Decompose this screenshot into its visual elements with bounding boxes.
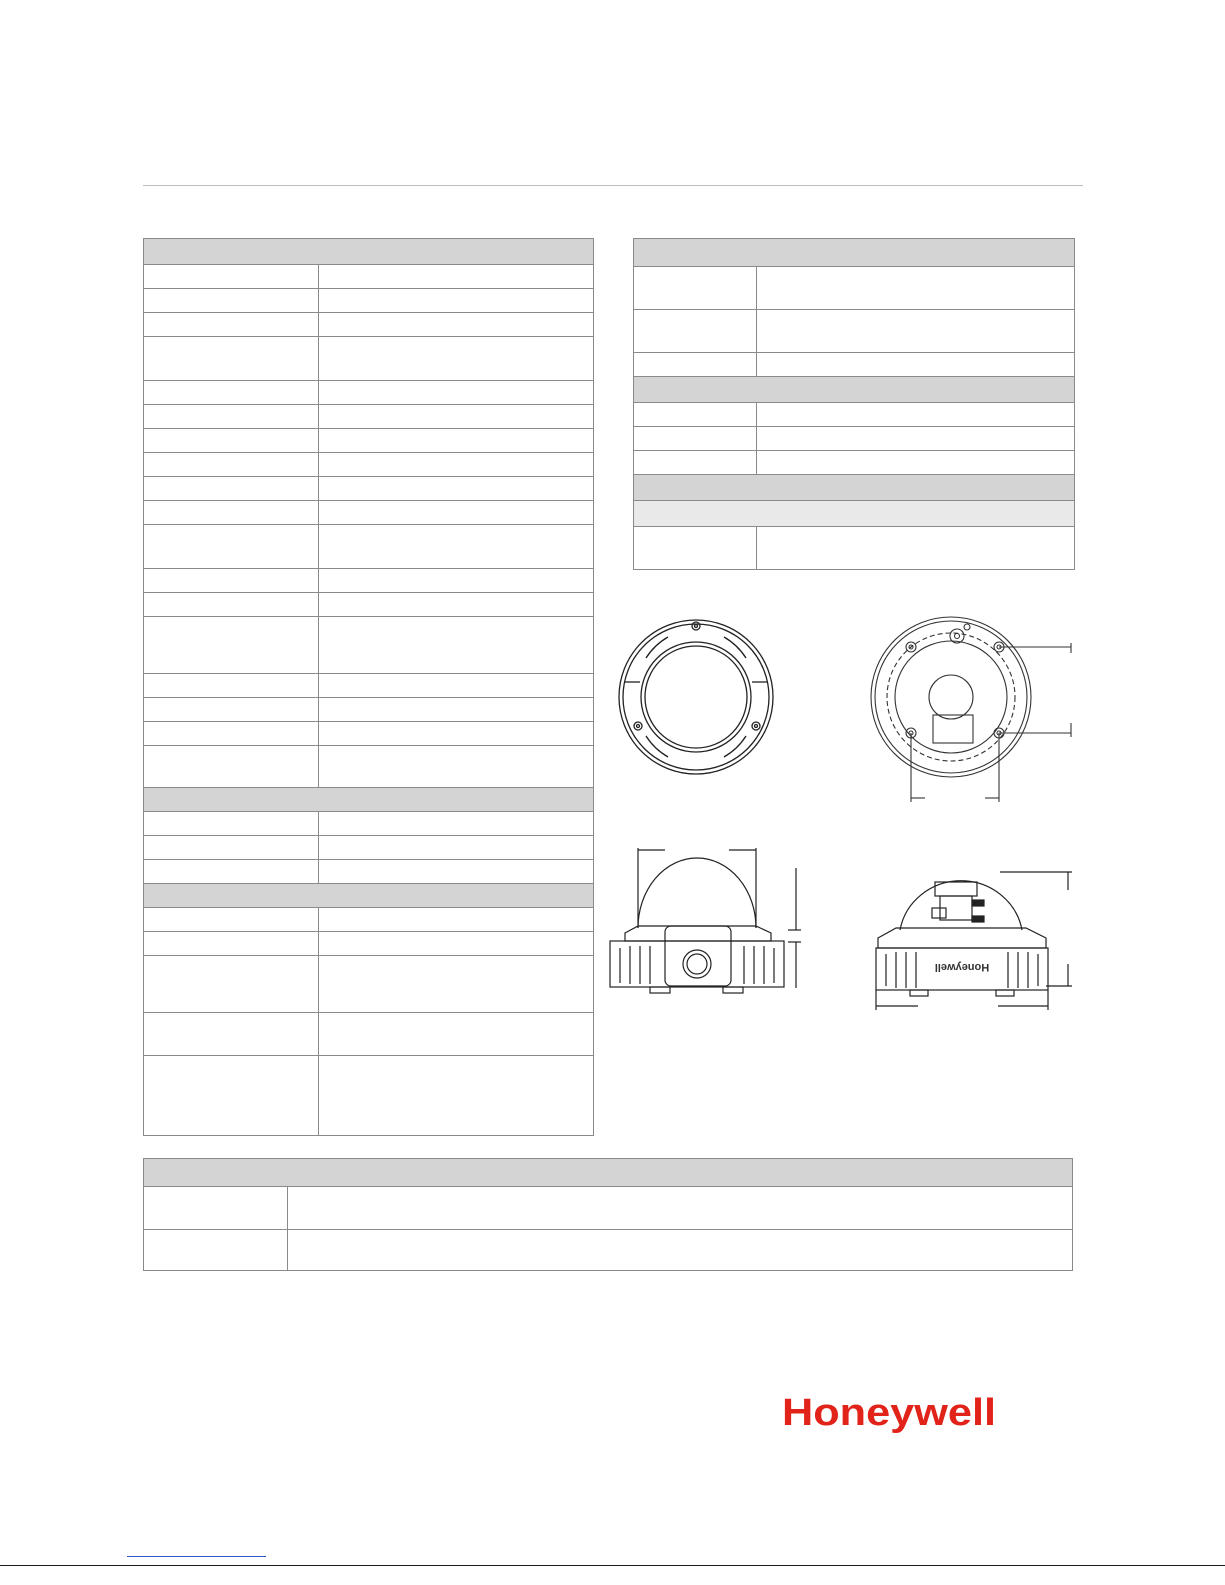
- table-row: [634, 450, 1074, 474]
- table-row: [634, 402, 1074, 426]
- housing-brand-mark: Honeywell: [934, 961, 990, 973]
- table-row: [144, 859, 593, 883]
- table-section-header: [634, 376, 1074, 402]
- table-row: [144, 721, 593, 745]
- table-section-header: [634, 474, 1074, 500]
- footer-link[interactable]: [127, 1556, 266, 1557]
- table-row: [144, 931, 593, 955]
- table-row: [144, 568, 593, 592]
- dome-top-view-drawing: [610, 610, 790, 790]
- table-row: [144, 500, 593, 524]
- right-spec-table: [633, 238, 1075, 570]
- table-row: [144, 404, 593, 428]
- table-row: [144, 811, 593, 835]
- table-row: [144, 955, 593, 1012]
- table-row: [144, 745, 593, 787]
- table-section-header: [144, 1159, 1072, 1186]
- table-section-header: [144, 883, 593, 907]
- table-section-header: [634, 239, 1074, 266]
- table-row: [144, 312, 593, 336]
- table-row: [144, 907, 593, 931]
- table-row: [144, 1012, 593, 1055]
- table-row: [144, 452, 593, 476]
- table-row: [634, 426, 1074, 450]
- table-row: [144, 336, 593, 380]
- table-row: [144, 616, 593, 673]
- table-row: [144, 380, 593, 404]
- table-row: [144, 524, 593, 568]
- table-section-header: [144, 787, 593, 811]
- table-row: [634, 526, 1074, 569]
- table-row: [634, 309, 1074, 352]
- honeywell-logo: [782, 1392, 998, 1434]
- table-row: [144, 592, 593, 616]
- table-row: [144, 264, 593, 288]
- table-row: [144, 1186, 1072, 1229]
- dome-bottom-view-drawing: [865, 610, 1080, 810]
- table-row: [144, 697, 593, 721]
- table-row: [634, 352, 1074, 376]
- table-row: [144, 476, 593, 500]
- table-row: [634, 266, 1074, 309]
- table-row: [144, 1055, 593, 1135]
- dome-side-view-drawing: [860, 860, 1080, 1015]
- table-row: [144, 835, 593, 859]
- table-row: [144, 288, 593, 312]
- logo-wordmark: Honeywell: [782, 1392, 996, 1434]
- bottom-spec-table: [143, 1158, 1073, 1271]
- table-subsection-header: [634, 500, 1074, 526]
- footer-rule: [0, 1565, 1225, 1566]
- left-spec-table: [143, 238, 594, 1136]
- table-row: [144, 1229, 1072, 1270]
- header-rule: [143, 185, 1083, 186]
- dome-front-view-drawing: [605, 838, 805, 1003]
- table-row: [144, 673, 593, 697]
- table-row: [144, 428, 593, 452]
- table-section-header: [144, 239, 593, 264]
